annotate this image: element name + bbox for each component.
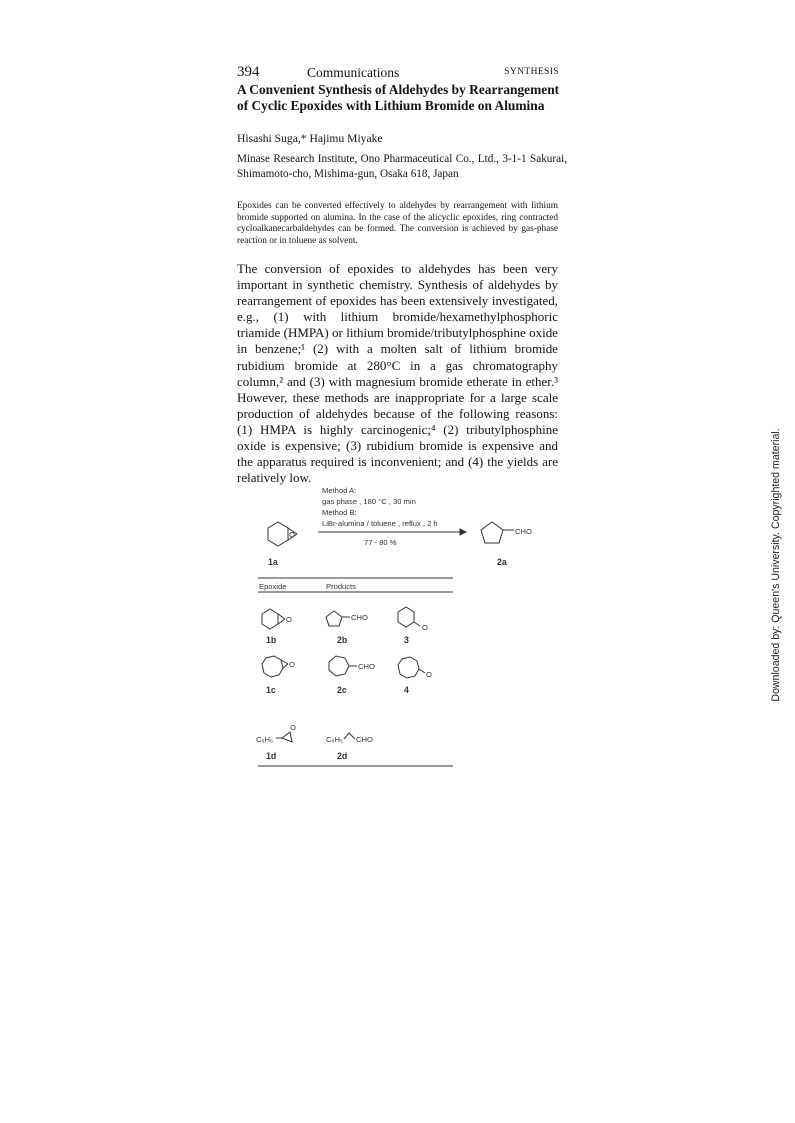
method-b-label: Method B: [322,508,357,517]
cho-group: CHO [356,735,373,744]
phenyl-group: C₆H₅ [326,735,344,744]
download-watermark: Downloaded by: Queen's University. Copyrighted material. [770,428,782,702]
compound-label-2d: 2d [337,751,348,761]
method-a-label: Method A: [322,486,357,495]
oxygen-atom: O [286,615,292,624]
oxygen-atom: O [426,670,432,679]
cyclopentane-ring-2a [481,522,503,543]
yield-label: 77 - 80 % [364,538,397,547]
cyclohexane-ring-1a [268,522,288,546]
cho-group: CHO [358,662,375,671]
compound-label-2a: 2a [497,557,507,567]
page-number: 394 [237,64,260,80]
compound-label-1d: 1d [266,751,277,761]
oxygen-atom: O [422,623,428,632]
oxygen-atom: O [289,660,295,669]
compound-label-3: 3 [404,635,409,645]
compound-label-1a: 1a [268,557,278,567]
article-authors: Hisashi Suga,* Hajimu Miyake [237,132,383,145]
compound-label-1c: 1c [266,685,276,695]
cho-group: CHO [351,613,368,622]
method-a-conditions: gas phase , 180 °C , 30 min [322,497,416,506]
author-affiliation: Minase Research Institute, Ono Pharmaceutical Co., Ltd., 3-1-1 Sakurai, Shimamoto-cho, Mishima-gun, Osaka 618, Japan [237,153,567,180]
column-header-epoxide: Epoxide [259,582,287,591]
compound-label-1b: 1b [266,635,277,645]
phenyl-group: C₆H₅ [256,735,274,744]
oxygen-atom: O [289,530,295,539]
oxygen-atom: O [290,723,296,732]
article-title: A Convenient Synthesis of Aldehydes by Rearrangement of Cyclic Epoxides with Lithium Bromide on Alumina [237,82,560,113]
article-abstract: Epoxides can be converted effectively to aldehydes by rearrangement with lithium bromide supported on alumina. In the case of the alicyclic epoxides, ring contracted cycloalkanecarbaldehydes can be formed. The conversion is achieved by gas-phase reaction or in toluene as solvent. [237,201,558,246]
compound-label-2b: 2b [337,635,348,645]
cho-group: CHO [515,527,532,536]
column-header-products: Products [326,582,356,591]
method-b-conditions: LiBr-alumina / toluene , reflux , 2 h [322,519,438,528]
section-name: Communications [307,65,400,80]
compound-label-4: 4 [404,685,409,695]
compound-label-2c: 2c [337,685,347,695]
journal-name: SYNTHESIS [504,67,559,77]
body-paragraph: The conversion of epoxides to aldehydes has been very important in synthetic chemistry. Synthesis of aldehydes by rearrangement of epoxides has been extensively investigated, e.g., (1) with lithium bromide/hexamethylphosphoric triamide (HMPA) or lithium bromide/tributylphosphine oxide in benzene;¹ (2) with a molten salt of lithium bromide rubidium bromide at 280°C in a gas chromatography column,² and (3) with magnesium bromide etherate in ether.³ However, these methods are inappropriate for a large scale production of aldehydes because of the following reasons: (1) HMPA is highly carcinogenic;⁴ (2) tributylphosphine oxide is expensive; (3) rubidium bromide is expensive and the apparatus required is inconvenient; and (4) the yields are relatively low. [237,261,558,486]
